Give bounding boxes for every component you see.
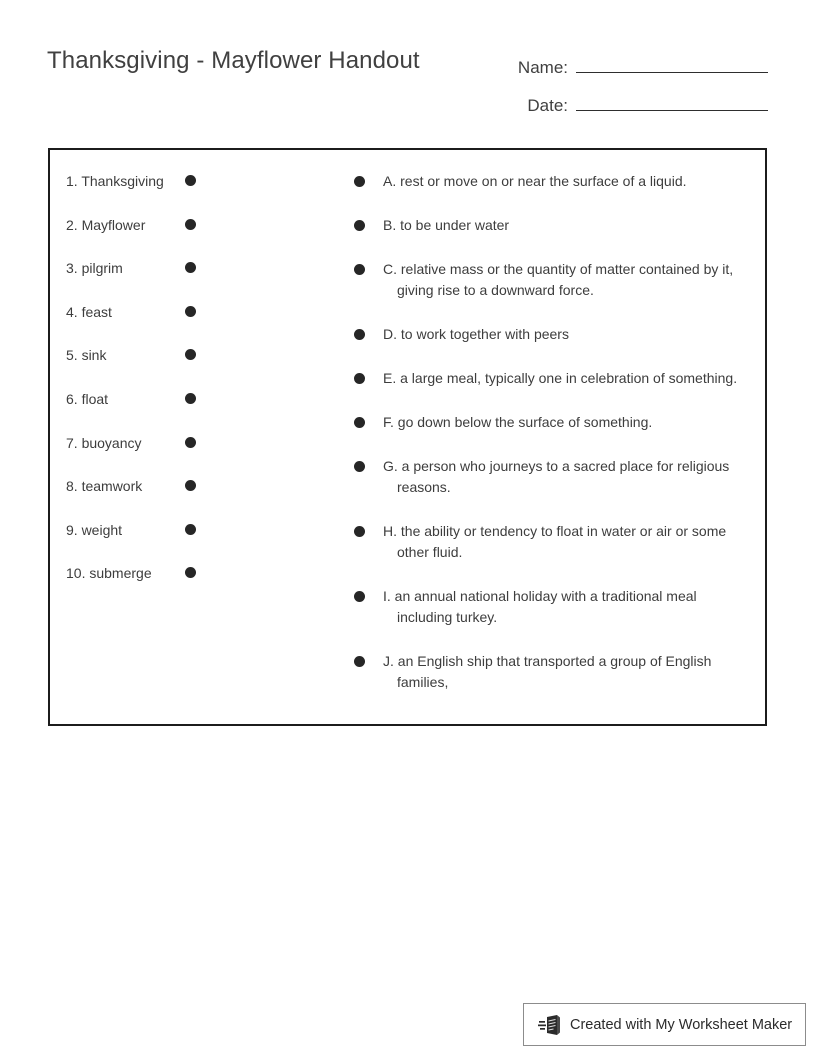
term-label: 5. sink xyxy=(66,347,107,364)
term-connector-dot[interactable] xyxy=(185,262,196,273)
term-label: 10. submerge xyxy=(66,565,152,582)
term-connector-dot[interactable] xyxy=(185,175,196,186)
definition-label: B. to be under water xyxy=(383,217,510,233)
term-row[interactable] xyxy=(50,476,350,520)
worksheet-header xyxy=(0,0,816,140)
definition-row[interactable] xyxy=(350,412,765,433)
name-field-row xyxy=(488,52,768,78)
definition-connector-dot[interactable] xyxy=(354,656,365,667)
definition-connector-dot[interactable] xyxy=(354,373,365,384)
definition-label: I. an annual national holiday with a traditional meal including turkey. xyxy=(383,588,697,625)
term-label: 6. float xyxy=(66,390,109,407)
definition-label: E. a large meal, typically one in celebration of something. xyxy=(383,370,738,386)
definition-row[interactable] xyxy=(350,521,765,563)
definition-row[interactable] xyxy=(350,651,765,693)
term-connector-dot[interactable] xyxy=(185,524,196,535)
date-input[interactable] xyxy=(576,90,768,111)
definition-connector-dot[interactable] xyxy=(354,591,365,602)
name-label: Name: xyxy=(517,58,568,77)
definition-label: D. to work together with peers xyxy=(383,326,569,342)
definitions-column xyxy=(350,150,765,716)
term-row[interactable] xyxy=(50,302,350,346)
date-field-row xyxy=(488,90,768,116)
term-label: 9. weight xyxy=(66,521,123,538)
definition-connector-dot[interactable] xyxy=(354,461,365,472)
terms-column xyxy=(50,150,350,607)
definition-row[interactable] xyxy=(350,586,765,628)
definition-label: G. a person who journeys to a sacred place for religious reasons. xyxy=(383,458,730,495)
term-label: 1. Thanksgiving xyxy=(66,173,164,189)
term-label: 2. Mayflower xyxy=(66,216,146,233)
matching-exercise-box xyxy=(48,148,767,726)
matching-columns xyxy=(50,150,765,724)
name-input[interactable] xyxy=(576,52,768,73)
term-row[interactable] xyxy=(50,563,350,607)
term-row[interactable] xyxy=(50,258,350,302)
definition-label: C. relative mass or the quantity of matter contained by it, giving rise to a downward force. xyxy=(383,261,734,298)
definition-connector-dot[interactable] xyxy=(354,176,365,187)
term-row[interactable] xyxy=(50,389,350,433)
definition-row[interactable] xyxy=(350,324,765,345)
worksheet-maker-logo-icon xyxy=(538,1012,564,1038)
term-label: 4. feast xyxy=(66,303,112,320)
definition-row[interactable] xyxy=(350,368,765,389)
definition-label: H. the ability or tendency to float in water or air or some other fluid. xyxy=(383,523,727,560)
definition-row[interactable] xyxy=(350,215,765,236)
term-row[interactable] xyxy=(50,520,350,564)
page-title: Thanksgiving - Mayflower Handout xyxy=(47,47,420,74)
term-row[interactable] xyxy=(50,171,350,215)
definition-row[interactable] xyxy=(350,171,765,192)
term-label: 8. teamwork xyxy=(66,478,143,495)
term-connector-dot[interactable] xyxy=(185,437,196,448)
term-connector-dot[interactable] xyxy=(185,393,196,404)
definition-connector-dot[interactable] xyxy=(354,417,365,428)
definition-row[interactable] xyxy=(350,456,765,498)
term-row[interactable] xyxy=(50,345,350,389)
definition-label: F. go down below the surface of something. xyxy=(383,414,653,430)
definition-row[interactable] xyxy=(350,259,765,301)
definition-connector-dot[interactable] xyxy=(354,264,365,275)
term-label: 7. buoyancy xyxy=(66,434,142,451)
term-connector-dot[interactable] xyxy=(185,349,196,360)
term-label: 3. pilgrim xyxy=(66,260,123,277)
date-label: Date: xyxy=(527,96,568,115)
term-connector-dot[interactable] xyxy=(185,480,196,491)
term-connector-dot[interactable] xyxy=(185,567,196,578)
term-row[interactable] xyxy=(50,433,350,477)
badge-label: Created with My Worksheet Maker xyxy=(570,1016,793,1033)
definition-connector-dot[interactable] xyxy=(354,526,365,537)
definition-connector-dot[interactable] xyxy=(354,329,365,340)
created-with-badge[interactable] xyxy=(523,1003,806,1046)
term-connector-dot[interactable] xyxy=(185,306,196,317)
definition-connector-dot[interactable] xyxy=(354,220,365,231)
term-connector-dot[interactable] xyxy=(185,219,196,230)
definition-label: J. an English ship that transported a group of English families, xyxy=(383,653,712,690)
definition-label: A. rest or move on or near the surface of a liquid. xyxy=(383,173,687,189)
term-row[interactable] xyxy=(50,215,350,259)
